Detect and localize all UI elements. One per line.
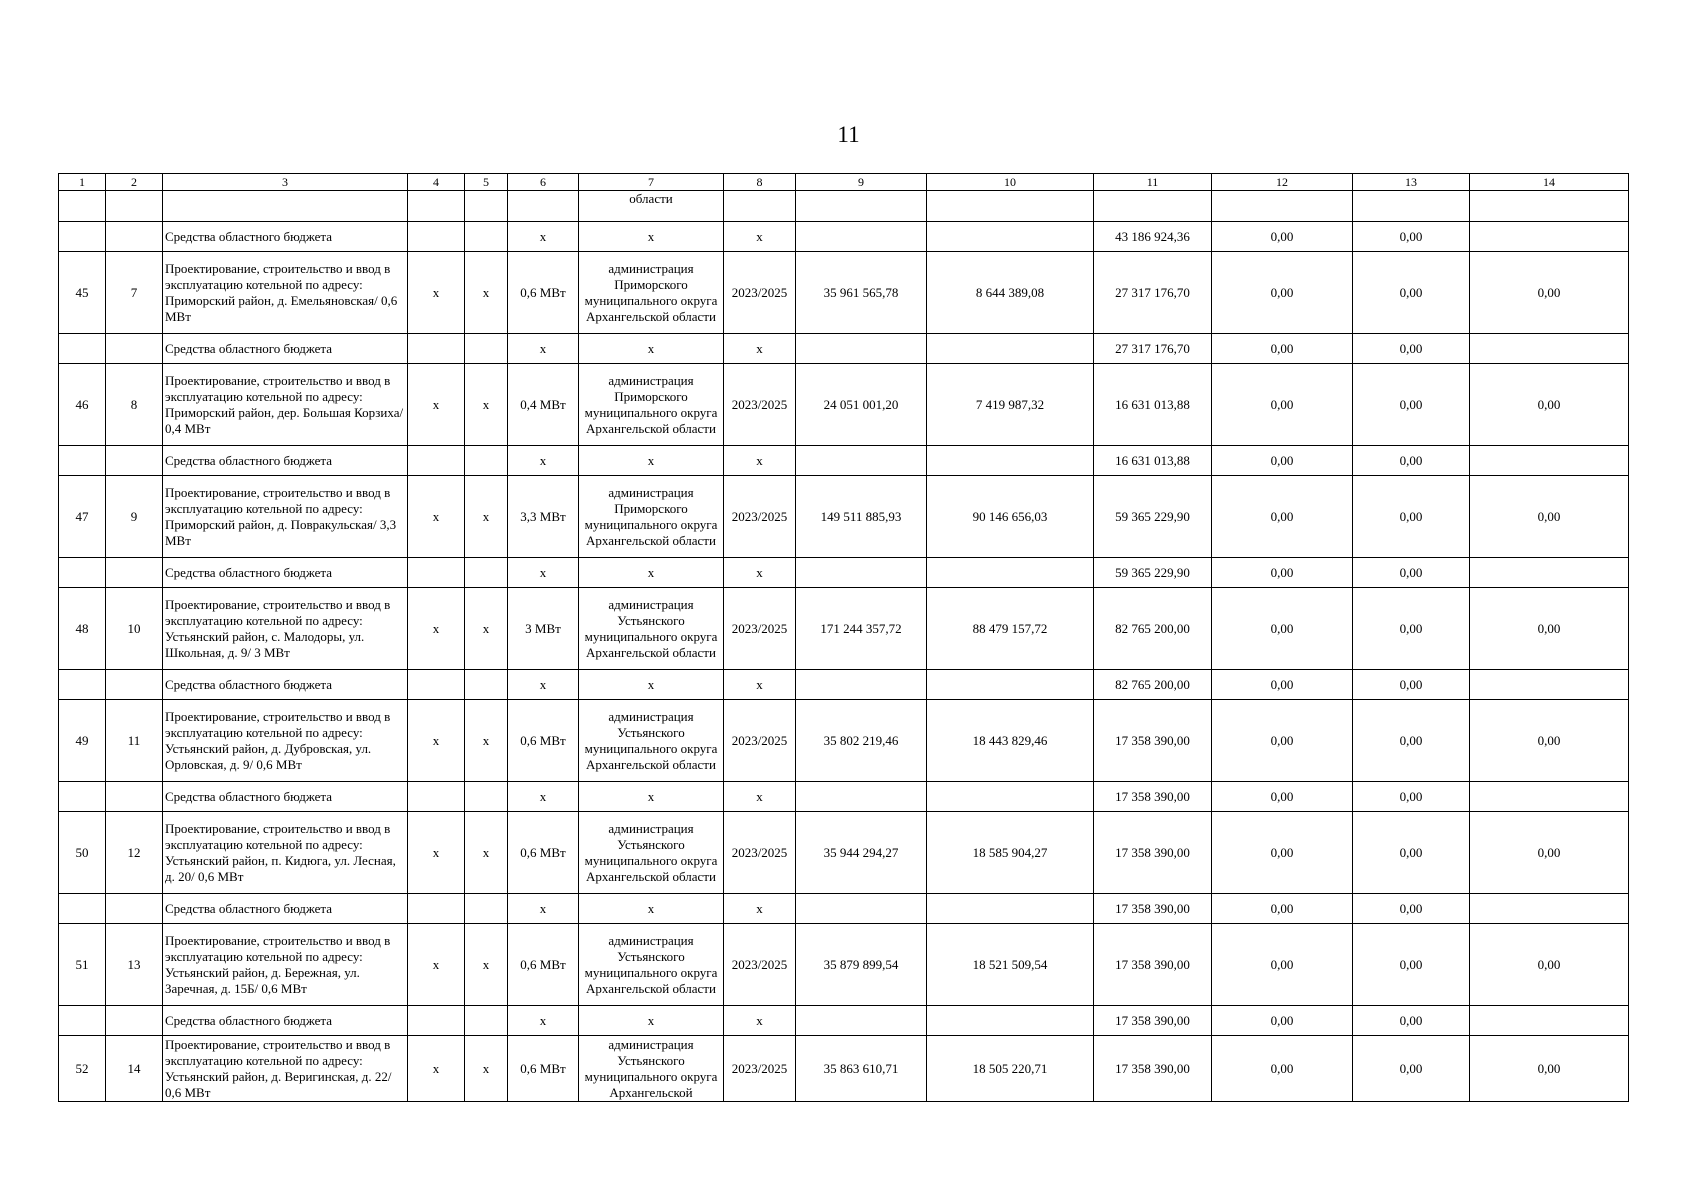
cell-col-4: x xyxy=(408,588,465,670)
cell-col-5 xyxy=(465,446,508,476)
cell-col-5: x xyxy=(465,252,508,334)
col-11-amount: 17 358 390,00 xyxy=(1094,700,1212,782)
project-row xyxy=(59,812,1629,894)
estimated-cost: 24 051 001,20 xyxy=(796,364,927,446)
cell-col-5 xyxy=(465,894,508,924)
row-number xyxy=(59,670,106,700)
estimated-cost xyxy=(796,222,927,252)
item-number: 9 xyxy=(106,476,163,558)
col-14-amount xyxy=(1470,894,1629,924)
col-14-amount: 0,00 xyxy=(1470,700,1629,782)
period: x xyxy=(724,782,796,812)
item-number: 11 xyxy=(106,700,163,782)
cell-col-5 xyxy=(465,191,508,222)
cell-col-4: x xyxy=(408,364,465,446)
col-10-amount: 7 419 987,32 xyxy=(927,364,1094,446)
col-13-amount: 0,00 xyxy=(1353,446,1470,476)
funding-source-row xyxy=(59,334,1629,364)
item-number xyxy=(106,670,163,700)
col-13-amount: 0,00 xyxy=(1353,222,1470,252)
row-number xyxy=(59,191,106,222)
estimated-cost xyxy=(796,782,927,812)
cell-col-4 xyxy=(408,670,465,700)
estimated-cost: 149 511 885,93 xyxy=(796,476,927,558)
responsible-organization: администрация Устьянского муниципального округа Архангельской области xyxy=(579,924,724,1006)
responsible-organization: администрация Приморского муниципального округа Архангельской области xyxy=(579,476,724,558)
period xyxy=(724,191,796,222)
funding-source-label: Средства областного бюджета xyxy=(163,670,408,700)
col-12-amount: 0,00 xyxy=(1212,252,1353,334)
estimated-cost: 171 244 357,72 xyxy=(796,588,927,670)
cell-col-5 xyxy=(465,558,508,588)
item-number xyxy=(106,222,163,252)
item-number xyxy=(106,894,163,924)
object-description: Проектирование, строительство и ввод в эксплуатацию котельной по адресу: Приморский район, д. Емельяновская/ 0,6 МВт xyxy=(163,252,408,334)
responsible-organization: x xyxy=(579,670,724,700)
col-11-amount xyxy=(1094,191,1212,222)
estimated-cost: 35 863 610,71 xyxy=(796,1036,927,1102)
capacity: 3,3 МВт xyxy=(508,476,579,558)
column-number: 10 xyxy=(927,174,1094,191)
item-number: 10 xyxy=(106,588,163,670)
responsible-organization: x xyxy=(579,894,724,924)
cell-col-4: x xyxy=(408,476,465,558)
funding-source-label: Средства областного бюджета xyxy=(163,558,408,588)
capacity: x xyxy=(508,334,579,364)
object-description: Проектирование, строительство и ввод в эксплуатацию котельной по адресу: Приморский район, д. Повракульская/ 3,3 МВт xyxy=(163,476,408,558)
col-10-amount: 18 521 509,54 xyxy=(927,924,1094,1006)
col-11-amount: 17 358 390,00 xyxy=(1094,812,1212,894)
funding-source-row xyxy=(59,670,1629,700)
col-12-amount: 0,00 xyxy=(1212,364,1353,446)
cell-col-5: x xyxy=(465,476,508,558)
col-11-amount: 43 186 924,36 xyxy=(1094,222,1212,252)
row-number xyxy=(59,558,106,588)
funding-source-row xyxy=(59,558,1629,588)
col-14-amount xyxy=(1470,558,1629,588)
responsible-organization: администрация Устьянского муниципального округа Архангельской области xyxy=(579,588,724,670)
col-10-amount xyxy=(927,782,1094,812)
col-10-amount xyxy=(927,1006,1094,1036)
col-12-amount: 0,00 xyxy=(1212,1036,1353,1102)
capacity: x xyxy=(508,782,579,812)
estimated-cost xyxy=(796,1006,927,1036)
column-number: 9 xyxy=(796,174,927,191)
estimated-cost xyxy=(796,191,927,222)
col-14-amount: 0,00 xyxy=(1470,924,1629,1006)
row-number xyxy=(59,222,106,252)
cell-col-4: x xyxy=(408,924,465,1006)
funding-source-row xyxy=(59,222,1629,252)
period: 2023/2025 xyxy=(724,476,796,558)
col-11-amount: 27 317 176,70 xyxy=(1094,252,1212,334)
col-10-amount xyxy=(927,191,1094,222)
continuation-row xyxy=(59,191,1629,222)
col-12-amount: 0,00 xyxy=(1212,1006,1353,1036)
col-13-amount: 0,00 xyxy=(1353,588,1470,670)
item-number xyxy=(106,446,163,476)
col-13-amount: 0,00 xyxy=(1353,252,1470,334)
period: x xyxy=(724,446,796,476)
period: 2023/2025 xyxy=(724,1036,796,1102)
capacity: x xyxy=(508,558,579,588)
funding-source-row xyxy=(59,782,1629,812)
item-number xyxy=(106,1006,163,1036)
cell-col-5: x xyxy=(465,588,508,670)
capacity: x xyxy=(508,1006,579,1036)
row-number xyxy=(59,334,106,364)
cell-col-4 xyxy=(408,334,465,364)
row-number xyxy=(59,1006,106,1036)
col-14-amount: 0,00 xyxy=(1470,252,1629,334)
estimated-cost: 35 879 899,54 xyxy=(796,924,927,1006)
col-10-amount xyxy=(927,670,1094,700)
object-description: Проектирование, строительство и ввод в эксплуатацию котельной по адресу: Устьянский район, д. Бережная, ул. Заречная, д. 15Б/ 0,6 МВт xyxy=(163,924,408,1006)
row-number xyxy=(59,782,106,812)
col-11-amount: 82 765 200,00 xyxy=(1094,670,1212,700)
project-row xyxy=(59,700,1629,782)
col-13-amount: 0,00 xyxy=(1353,558,1470,588)
funding-source-label: Средства областного бюджета xyxy=(163,1006,408,1036)
estimated-cost xyxy=(796,558,927,588)
responsible-organization: x xyxy=(579,558,724,588)
object-description: Проектирование, строительство и ввод в эксплуатацию котельной по адресу: Устьянский район, д. Дубровская, ул. Орловская, д. 9/ 0,6 МВт xyxy=(163,700,408,782)
responsible-organization: администрация Устьянского муниципального округа Архангельской области xyxy=(579,812,724,894)
funding-source-row xyxy=(59,1006,1629,1036)
period: 2023/2025 xyxy=(724,364,796,446)
col-10-amount xyxy=(927,558,1094,588)
funding-source-label: Средства областного бюджета xyxy=(163,334,408,364)
responsible-organization: администрация Приморского муниципального округа Архангельской области xyxy=(579,252,724,334)
column-number: 2 xyxy=(106,174,163,191)
col-14-amount: 0,00 xyxy=(1470,588,1629,670)
col-13-amount: 0,00 xyxy=(1353,364,1470,446)
cell-col-4 xyxy=(408,446,465,476)
column-number: 6 xyxy=(508,174,579,191)
funding-source-label: Средства областного бюджета xyxy=(163,782,408,812)
col-14-amount: 0,00 xyxy=(1470,812,1629,894)
col-14-amount xyxy=(1470,191,1629,222)
responsible-organization: администрация Приморского муниципального округа Архангельской области xyxy=(579,364,724,446)
capacity: 0,6 МВт xyxy=(508,700,579,782)
cell-col-5 xyxy=(465,334,508,364)
row-number: 50 xyxy=(59,812,106,894)
capacity xyxy=(508,191,579,222)
col-10-amount xyxy=(927,446,1094,476)
cell-col-4 xyxy=(408,222,465,252)
col-10-amount xyxy=(927,334,1094,364)
responsible-organization: x xyxy=(579,446,724,476)
col-11-amount: 59 365 229,90 xyxy=(1094,558,1212,588)
col-12-amount: 0,00 xyxy=(1212,700,1353,782)
col-11-amount: 17 358 390,00 xyxy=(1094,1006,1212,1036)
funding-source-row xyxy=(59,894,1629,924)
col-10-amount: 90 146 656,03 xyxy=(927,476,1094,558)
col-14-amount xyxy=(1470,782,1629,812)
object-description xyxy=(163,191,408,222)
object-description: Проектирование, строительство и ввод в эксплуатацию котельной по адресу: Устьянский район, п. Кидюга, ул. Лесная, д. 20/ 0,6 МВт xyxy=(163,812,408,894)
capacity: x xyxy=(508,446,579,476)
column-number: 3 xyxy=(163,174,408,191)
estimated-cost: 35 802 219,46 xyxy=(796,700,927,782)
col-11-amount: 16 631 013,88 xyxy=(1094,364,1212,446)
col-13-amount: 0,00 xyxy=(1353,812,1470,894)
period: 2023/2025 xyxy=(724,700,796,782)
row-number: 48 xyxy=(59,588,106,670)
col-11-amount: 59 365 229,90 xyxy=(1094,476,1212,558)
col-11-amount: 17 358 390,00 xyxy=(1094,894,1212,924)
item-number: 13 xyxy=(106,924,163,1006)
row-number: 46 xyxy=(59,364,106,446)
column-number-header-row xyxy=(59,174,1629,191)
col-10-amount: 8 644 389,08 xyxy=(927,252,1094,334)
estimated-cost xyxy=(796,670,927,700)
capacity: 0,6 МВт xyxy=(508,812,579,894)
period: 2023/2025 xyxy=(724,812,796,894)
col-12-amount: 0,00 xyxy=(1212,334,1353,364)
column-number: 14 xyxy=(1470,174,1629,191)
col-11-amount: 17 358 390,00 xyxy=(1094,1036,1212,1102)
period: x xyxy=(724,894,796,924)
estimated-cost xyxy=(796,894,927,924)
col-12-amount xyxy=(1212,191,1353,222)
row-number: 45 xyxy=(59,252,106,334)
cell-col-5 xyxy=(465,670,508,700)
cell-col-4 xyxy=(408,558,465,588)
capacity: 0,4 МВт xyxy=(508,364,579,446)
estimated-cost: 35 961 565,78 xyxy=(796,252,927,334)
column-number: 4 xyxy=(408,174,465,191)
cell-col-5 xyxy=(465,222,508,252)
project-row xyxy=(59,1036,1629,1102)
col-12-amount: 0,00 xyxy=(1212,222,1353,252)
col-14-amount xyxy=(1470,446,1629,476)
cell-col-5 xyxy=(465,782,508,812)
col-10-amount xyxy=(927,894,1094,924)
cell-col-4: x xyxy=(408,812,465,894)
cell-col-4 xyxy=(408,782,465,812)
cell-col-5: x xyxy=(465,1036,508,1102)
item-number: 7 xyxy=(106,252,163,334)
column-number: 1 xyxy=(59,174,106,191)
col-13-amount: 0,00 xyxy=(1353,782,1470,812)
item-number xyxy=(106,191,163,222)
project-row xyxy=(59,364,1629,446)
item-number xyxy=(106,334,163,364)
col-11-amount: 27 317 176,70 xyxy=(1094,334,1212,364)
row-number xyxy=(59,894,106,924)
col-14-amount xyxy=(1470,334,1629,364)
capacity: x xyxy=(508,222,579,252)
col-14-amount: 0,00 xyxy=(1470,1036,1629,1102)
period: 2023/2025 xyxy=(724,588,796,670)
period: x xyxy=(724,222,796,252)
estimated-cost xyxy=(796,334,927,364)
column-number: 8 xyxy=(724,174,796,191)
row-number: 49 xyxy=(59,700,106,782)
cell-col-5: x xyxy=(465,700,508,782)
column-number: 13 xyxy=(1353,174,1470,191)
col-13-amount: 0,00 xyxy=(1353,1006,1470,1036)
capacity: 0,6 МВт xyxy=(508,1036,579,1102)
col-13-amount: 0,00 xyxy=(1353,670,1470,700)
column-number: 12 xyxy=(1212,174,1353,191)
col-12-amount: 0,00 xyxy=(1212,446,1353,476)
col-12-amount: 0,00 xyxy=(1212,894,1353,924)
period: x xyxy=(724,1006,796,1036)
cell-col-4: x xyxy=(408,1036,465,1102)
col-11-amount: 17 358 390,00 xyxy=(1094,782,1212,812)
row-number: 52 xyxy=(59,1036,106,1102)
column-number: 11 xyxy=(1094,174,1212,191)
col-13-amount: 0,00 xyxy=(1353,1036,1470,1102)
capacity: 0,6 МВт xyxy=(508,252,579,334)
col-10-amount: 88 479 157,72 xyxy=(927,588,1094,670)
responsible-organization: x xyxy=(579,334,724,364)
capacity: x xyxy=(508,670,579,700)
responsible-organization: x xyxy=(579,222,724,252)
col-13-amount: 0,00 xyxy=(1353,924,1470,1006)
col-13-amount: 0,00 xyxy=(1353,894,1470,924)
cell-col-5 xyxy=(465,1006,508,1036)
col-12-amount: 0,00 xyxy=(1212,476,1353,558)
col-12-amount: 0,00 xyxy=(1212,782,1353,812)
responsible-organization: x xyxy=(579,1006,724,1036)
project-row xyxy=(59,252,1629,334)
object-description: Проектирование, строительство и ввод в эксплуатацию котельной по адресу: Приморский район, дер. Большая Корзиха/ 0,4 МВт xyxy=(163,364,408,446)
col-13-amount: 0,00 xyxy=(1353,700,1470,782)
column-number: 5 xyxy=(465,174,508,191)
col-14-amount: 0,00 xyxy=(1470,476,1629,558)
item-number xyxy=(106,782,163,812)
cell-col-5: x xyxy=(465,364,508,446)
col-11-amount: 17 358 390,00 xyxy=(1094,924,1212,1006)
col-13-amount: 0,00 xyxy=(1353,476,1470,558)
capacity: 0,6 МВт xyxy=(508,924,579,1006)
funding-source-label: Средства областного бюджета xyxy=(163,446,408,476)
row-number: 47 xyxy=(59,476,106,558)
cell-col-4 xyxy=(408,894,465,924)
project-row xyxy=(59,924,1629,1006)
col-11-amount: 82 765 200,00 xyxy=(1094,588,1212,670)
row-number xyxy=(59,446,106,476)
col-11-amount: 16 631 013,88 xyxy=(1094,446,1212,476)
item-number: 14 xyxy=(106,1036,163,1102)
responsible-organization: администрация Устьянского муниципального округа Архангельской xyxy=(579,1036,724,1102)
cell-col-4: x xyxy=(408,700,465,782)
col-10-amount xyxy=(927,222,1094,252)
cell-col-4 xyxy=(408,191,465,222)
object-description: Проектирование, строительство и ввод в эксплуатацию котельной по адресу: Устьянский район, д. Веригинская, д. 22/ 0,6 МВт xyxy=(163,1036,408,1102)
col-12-amount: 0,00 xyxy=(1212,812,1353,894)
project-row xyxy=(59,476,1629,558)
col-12-amount: 0,00 xyxy=(1212,670,1353,700)
responsible-organization: x xyxy=(579,782,724,812)
period: 2023/2025 xyxy=(724,924,796,1006)
col-13-amount xyxy=(1353,191,1470,222)
program-table xyxy=(58,173,1629,1102)
period: x xyxy=(724,670,796,700)
funding-source-label: Средства областного бюджета xyxy=(163,894,408,924)
responsible-organization: администрация Устьянского муниципального округа Архангельской области xyxy=(579,700,724,782)
estimated-cost xyxy=(796,446,927,476)
item-number: 8 xyxy=(106,364,163,446)
item-number: 12 xyxy=(106,812,163,894)
cell-col-5: x xyxy=(465,812,508,894)
estimated-cost: 35 944 294,27 xyxy=(796,812,927,894)
row-number: 51 xyxy=(59,924,106,1006)
col-12-amount: 0,00 xyxy=(1212,558,1353,588)
col-13-amount: 0,00 xyxy=(1353,334,1470,364)
cell-col-4: x xyxy=(408,252,465,334)
funding-source-label: Средства областного бюджета xyxy=(163,222,408,252)
capacity: 3 МВт xyxy=(508,588,579,670)
col-14-amount xyxy=(1470,670,1629,700)
capacity: x xyxy=(508,894,579,924)
project-row xyxy=(59,588,1629,670)
period: 2023/2025 xyxy=(724,252,796,334)
col-12-amount: 0,00 xyxy=(1212,924,1353,1006)
col-14-amount xyxy=(1470,1006,1629,1036)
item-number xyxy=(106,558,163,588)
cell-col-5: x xyxy=(465,924,508,1006)
object-description: Проектирование, строительство и ввод в эксплуатацию котельной по адресу: Устьянский район, с. Малодоры, ул. Школьная, д. 9/ 3 МВт xyxy=(163,588,408,670)
period: x xyxy=(724,334,796,364)
col-10-amount: 18 443 829,46 xyxy=(927,700,1094,782)
col-14-amount: 0,00 xyxy=(1470,364,1629,446)
column-number: 7 xyxy=(579,174,724,191)
col-10-amount: 18 505 220,71 xyxy=(927,1036,1094,1102)
funding-source-row xyxy=(59,446,1629,476)
col-12-amount: 0,00 xyxy=(1212,588,1353,670)
cell-col-4 xyxy=(408,1006,465,1036)
period: x xyxy=(724,558,796,588)
col-14-amount xyxy=(1470,222,1629,252)
col-10-amount: 18 585 904,27 xyxy=(927,812,1094,894)
page-number: 11 xyxy=(837,122,860,147)
responsible-organization: области xyxy=(579,191,724,222)
